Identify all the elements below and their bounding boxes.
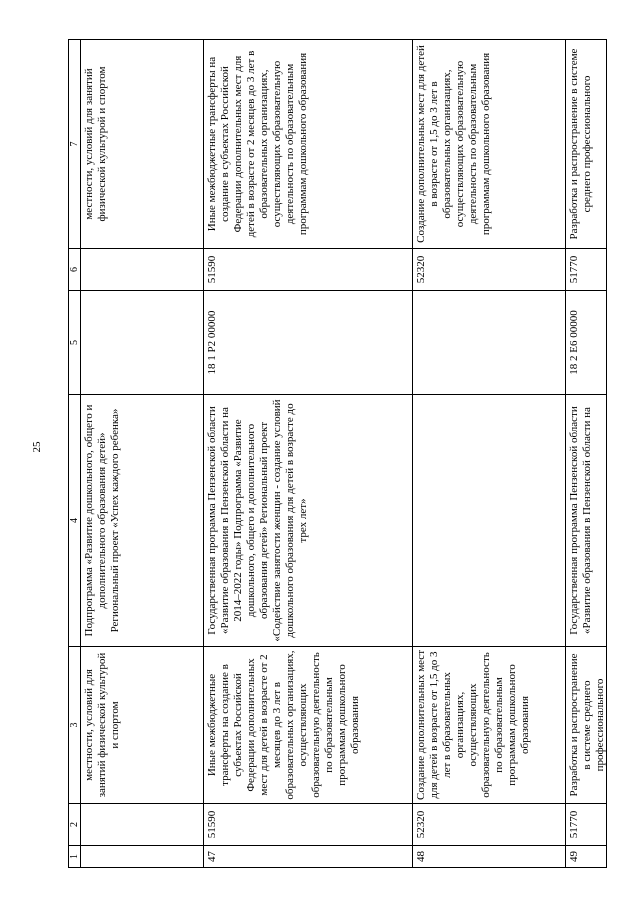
column-header: 7 bbox=[69, 40, 81, 249]
table-row bbox=[81, 40, 204, 868]
row-number: 48 bbox=[413, 846, 566, 868]
table-row bbox=[566, 40, 607, 868]
row-code2: 51590 bbox=[204, 249, 413, 291]
row-name: местности, условий для занятий физической культурой и спортом bbox=[81, 647, 204, 804]
column-header: 6 bbox=[69, 249, 81, 291]
row-code2-text: 51770 bbox=[568, 255, 580, 284]
row-name-text: Разработка и распространение в системе среднего профессионального bbox=[568, 653, 606, 797]
row-program-text: Государственная программа Пензенской области «Развитие образования в Пензенской области на bbox=[568, 406, 593, 635]
row-code bbox=[81, 804, 204, 846]
row-kbk bbox=[81, 291, 204, 395]
table-row bbox=[413, 40, 566, 868]
table-row bbox=[204, 40, 413, 868]
budget-table bbox=[68, 39, 607, 868]
row-kbk: 18 1 P2 00000 bbox=[204, 291, 413, 395]
rotated-page bbox=[68, 40, 606, 868]
row-program bbox=[566, 395, 607, 647]
row-program: Государственная программа Пензенской области «Развитие образования в Пензенской области на 2014–2022 годы» Подпрограмма «Развитие дошкольного, общего и дополнительного образования детей» Региональный проект «Содействие занятости женщин - создание условий дошкольного образования для детей в возрасте до трех лет» bbox=[204, 395, 413, 647]
row-name: Создание дополнительных мест для детей в возрасте от 1,5 до 3 лет в образовательных организациях, осуществляющих образовательную деятельность по образовательным программам дошкольного образования bbox=[413, 647, 566, 804]
row-number-text: 49 bbox=[568, 851, 580, 862]
row-name2: Создание дополнительных мест для детей в возрасте от 1,5 до 3 лет в образовательных организациях, осуществляющих образовательную деятельность по образовательным программам дошкольного образования bbox=[413, 40, 566, 249]
header-row bbox=[69, 40, 81, 868]
row-code: 52320 bbox=[413, 804, 566, 846]
row-name2: местности, условий для занятий физической культурой и спортом bbox=[81, 40, 204, 249]
column-header: 2 bbox=[69, 804, 81, 846]
row-kbk bbox=[566, 291, 607, 395]
row-number bbox=[566, 846, 607, 868]
page-number: 25 bbox=[31, 441, 43, 453]
row-number bbox=[81, 846, 204, 868]
column-header: 3 bbox=[69, 647, 81, 804]
column-header: 1 bbox=[69, 846, 81, 868]
row-program bbox=[413, 395, 566, 647]
row-name2 bbox=[566, 40, 607, 249]
row-kbk-text: 18 2 E6 00000 bbox=[568, 310, 580, 375]
row-code-text: 51770 bbox=[568, 810, 580, 839]
row-kbk bbox=[413, 291, 566, 395]
row-name bbox=[566, 647, 607, 804]
row-code2: 52320 bbox=[413, 249, 566, 291]
row-name: Иные межбюджетные трансферты на создание в субъектах Российской Федерации дополнительных мест для детей в возрасте от 2 месяцев до 3 лет в образовательных организациях, осуществляющих образовательную деятельность по образовательным программам дошкольного образования bbox=[204, 647, 413, 804]
row-code2 bbox=[81, 249, 204, 291]
row-name2-text: Разработка и распространение в системе среднего профессионального bbox=[568, 48, 593, 240]
row-code2 bbox=[566, 249, 607, 291]
row-program: Подпрограмма «Развитие дошкольного, общего и дополнительного образования детей» Региональный проект «Успех каждого ребенка» bbox=[81, 395, 204, 647]
column-header: 4 bbox=[69, 395, 81, 647]
row-code: 51590 bbox=[204, 804, 413, 846]
row-number: 47 bbox=[204, 846, 413, 868]
column-header: 5 bbox=[69, 291, 81, 395]
row-name2: Иные межбюджетные трансферты на создание в субъектах Российской Федерации дополнительных мест для детей в возрасте от 2 месяцев до 3 лет в образовательных организациях, осуществляющих образовательную деятельность по образовательным программам дошкольного образования bbox=[204, 40, 413, 249]
row-code bbox=[566, 804, 607, 846]
